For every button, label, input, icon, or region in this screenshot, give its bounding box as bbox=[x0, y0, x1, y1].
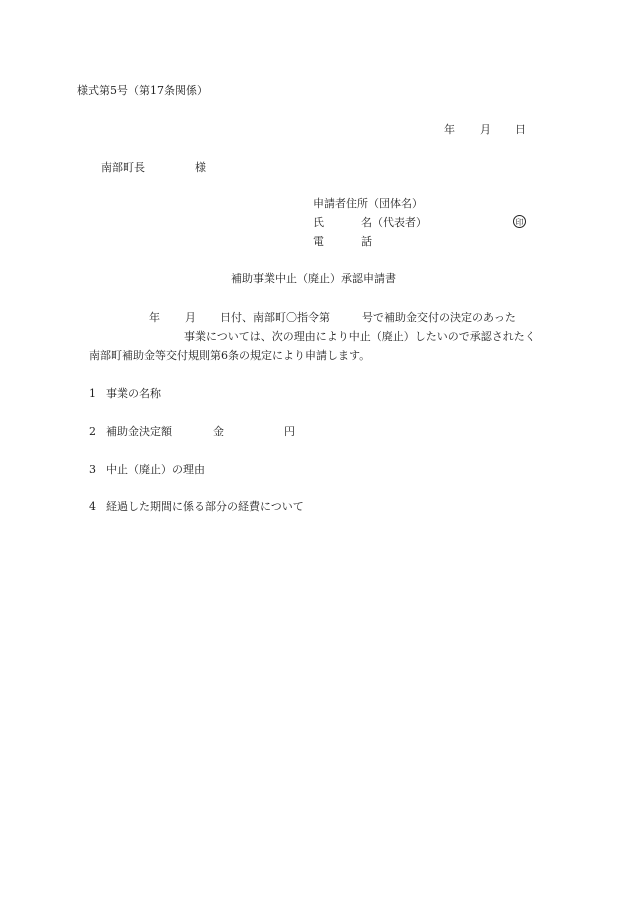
item-2-label: 補助金決定額 bbox=[106, 425, 172, 438]
item-3-label: 中止（廃止）の理由 bbox=[106, 463, 205, 476]
item-4-label: 経過した期間に係る部分の経費について bbox=[106, 500, 304, 513]
date-day-label: 日 bbox=[515, 123, 526, 136]
body-line-3: 南部町補助金等交付規則第6条の規定により申請します。 bbox=[89, 349, 371, 362]
item-2-prefix: 金 bbox=[213, 425, 224, 438]
date-month-label: 月 bbox=[480, 123, 491, 136]
item-2-number: 2 bbox=[89, 425, 96, 438]
item-4-number: 4 bbox=[89, 500, 96, 513]
recipient-honorific: 様 bbox=[195, 161, 206, 174]
item-1-number: 1 bbox=[89, 387, 96, 400]
body-month-label: 月 bbox=[185, 311, 196, 324]
body-year-label: 年 bbox=[149, 311, 160, 324]
applicant-phone-label-1: 電 bbox=[313, 235, 324, 248]
applicant-phone-label-2: 話 bbox=[361, 235, 372, 248]
date-year-label: 年 bbox=[444, 123, 455, 136]
item-1-label: 事業の名称 bbox=[106, 387, 161, 400]
applicant-address-label: 申請者住所（団体名） bbox=[313, 197, 423, 210]
body-number-suffix: 号で補助金交付の決定のあった bbox=[362, 311, 516, 324]
body-dated-prefix: 日付、南部町〇指令第 bbox=[220, 311, 330, 324]
form-number: 様式第5号（第17条関係） bbox=[77, 84, 208, 97]
applicant-name-label-1: 氏 bbox=[313, 216, 324, 229]
document-title: 補助事業中止（廃止）承認申請書 bbox=[231, 272, 396, 285]
body-line-2: 事業については、次の理由により中止（廃止）したいので承認されたく bbox=[184, 330, 536, 343]
recipient-name: 南部町長 bbox=[101, 161, 145, 174]
item-3-number: 3 bbox=[89, 463, 96, 476]
seal-mark: 印 bbox=[513, 215, 526, 228]
applicant-name-label-2: 名（代表者） bbox=[361, 216, 427, 229]
item-2-unit: 円 bbox=[284, 425, 295, 438]
